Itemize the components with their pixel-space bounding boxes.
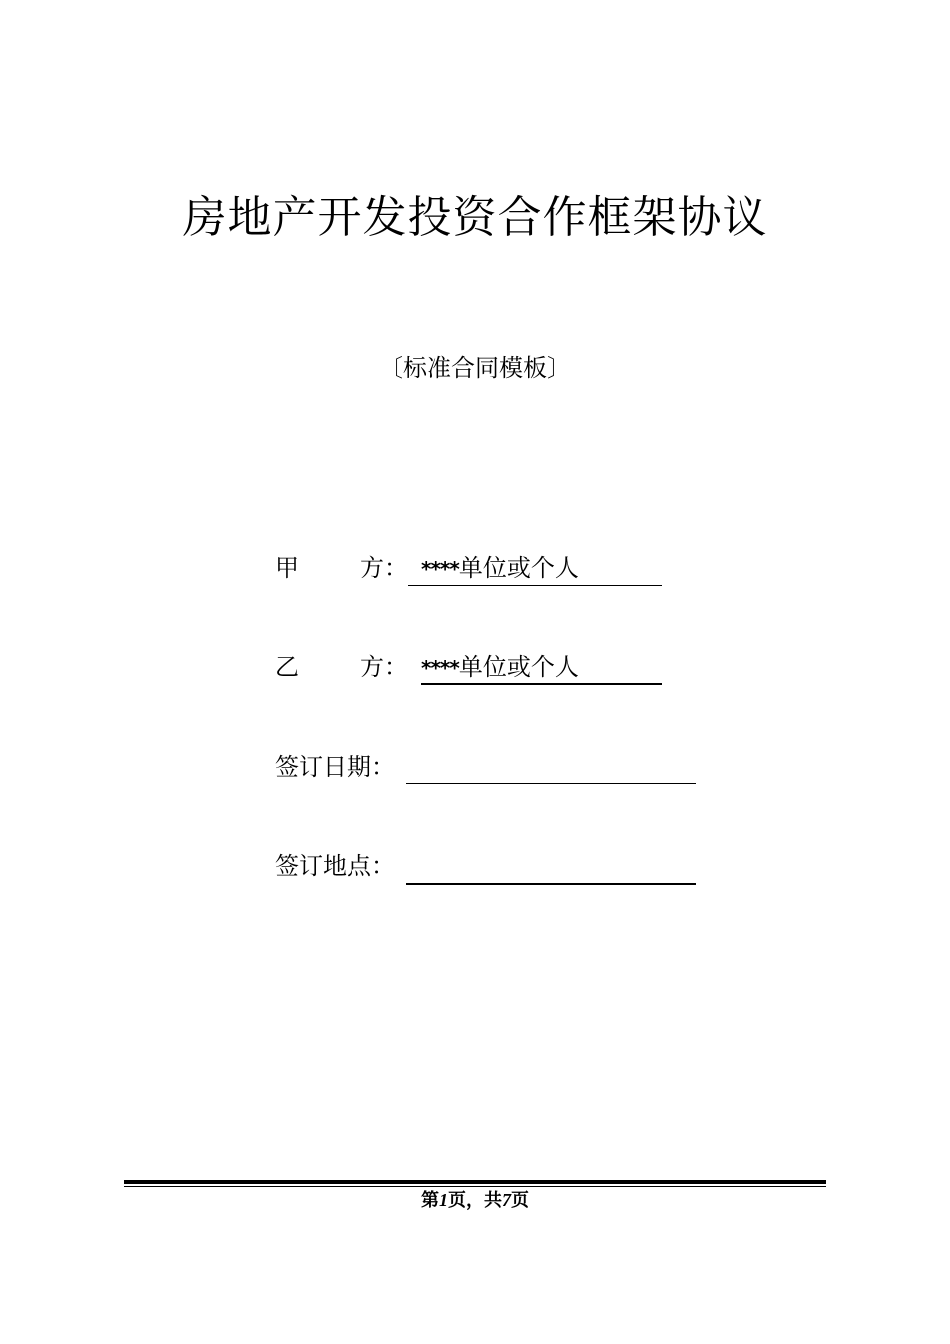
page-middle: 页，共 — [448, 1190, 502, 1211]
document-title: 房地产开发投资合作框架协议 — [182, 192, 768, 243]
party-b-label: 乙 方： — [275, 653, 409, 681]
sign-date-underline — [406, 783, 696, 784]
party-b-name: 单位或个人 — [458, 653, 579, 681]
party-a-underline — [408, 585, 662, 586]
party-a-stars: **** — [421, 557, 459, 581]
sign-place-label: 签订地点： — [275, 852, 395, 880]
total-page-number: 7 — [502, 1190, 511, 1210]
sign-place-row — [275, 850, 705, 884]
party-a-value — [421, 552, 579, 585]
footer-rule — [124, 1180, 826, 1184]
sign-date-label: 签订日期： — [275, 753, 395, 781]
current-page-number: 1 — [439, 1190, 448, 1210]
party-a-name: 单位或个人 — [458, 554, 579, 582]
page-suffix: 页 — [511, 1190, 529, 1211]
sign-place-underline — [406, 883, 696, 885]
party-b-stars: **** — [421, 656, 459, 680]
party-b-row — [275, 651, 705, 685]
party-b-value — [421, 651, 579, 684]
party-b-underline — [421, 683, 662, 685]
page-number — [0, 1188, 950, 1213]
party-a-label: 甲 方： — [275, 554, 409, 582]
sign-date-row — [275, 751, 705, 785]
party-a-row — [275, 552, 705, 586]
footer-rule-thin — [124, 1186, 826, 1187]
document-subtitle: 〔标准合同模板〕 — [379, 354, 571, 382]
page-prefix: 第 — [421, 1190, 439, 1211]
